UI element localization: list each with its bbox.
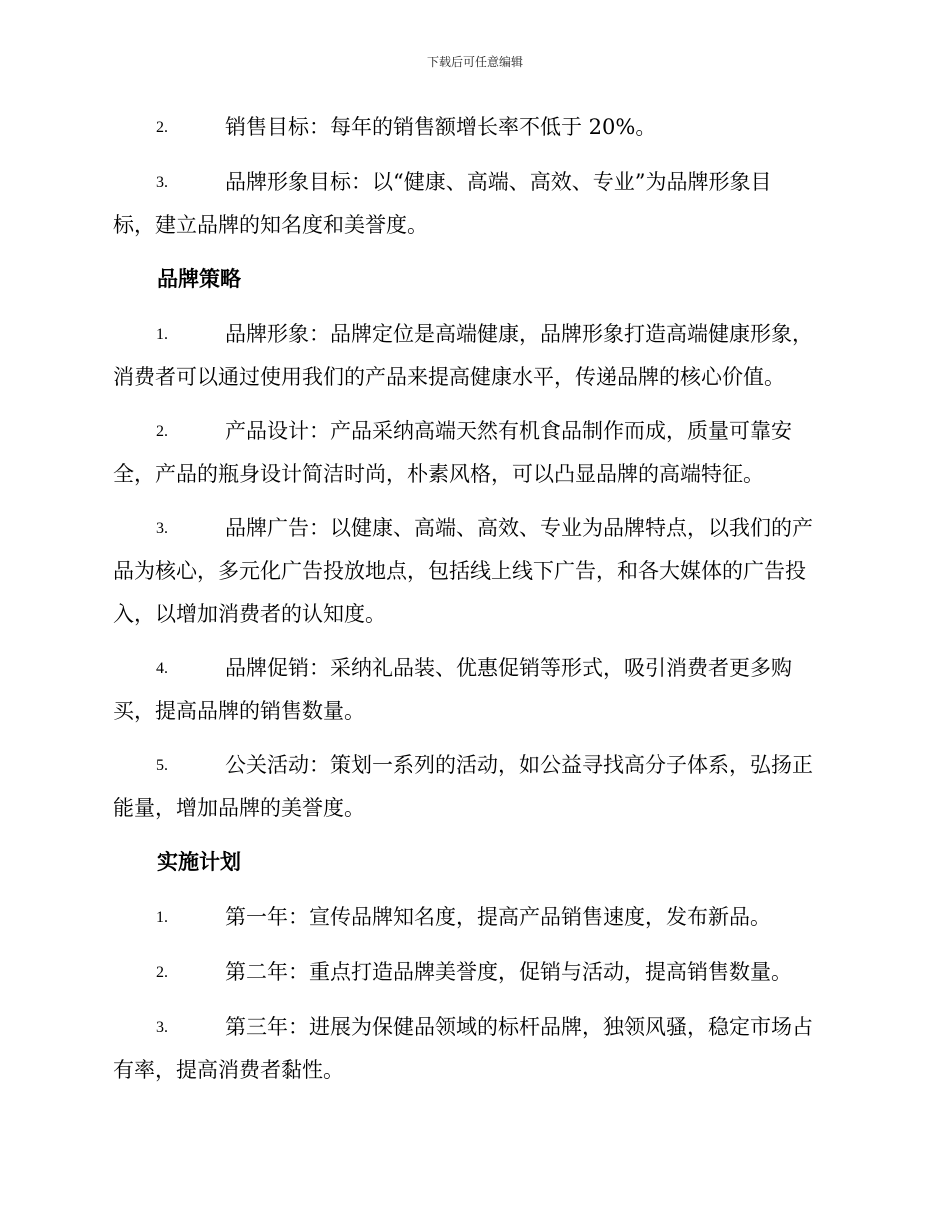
list-item-text-line: 有率，提高消费者黏性。 bbox=[113, 1058, 344, 1082]
list-item-text-line: 公关活动：策划一系列的活动，如公益寻找高分子体系，弘扬正 bbox=[225, 753, 813, 777]
list-item bbox=[113, 647, 838, 733]
list-item bbox=[113, 951, 838, 994]
list-item bbox=[113, 744, 838, 830]
list-item-text-line: 品牌广告：以健康、高端、高效、专业为品牌特点，以我们的产 bbox=[225, 516, 813, 540]
page-header: 下载后可任意编辑 bbox=[426, 55, 523, 69]
list-item-text-line: 能量，增加品牌的美誉度。 bbox=[113, 796, 365, 820]
list-item-text-line: 品牌促销：采纳礼品装、优惠促销等形式，吸引消费者更多购 bbox=[225, 656, 792, 680]
list-item-text-line: 标，建立品牌的知名度和美誉度。 bbox=[113, 213, 428, 237]
list-item bbox=[113, 410, 838, 496]
list-item-number: 5. bbox=[156, 757, 168, 774]
section-heading: 品牌策略 bbox=[157, 267, 241, 291]
list-item-text-line: 第一年：宣传品牌知名度，提高产品销售速度，发布新品。 bbox=[225, 905, 771, 929]
list-item-number: 3. bbox=[156, 520, 168, 537]
list-item-number: 2. bbox=[156, 119, 168, 136]
list-item bbox=[113, 1006, 838, 1092]
section-heading: 实施计划 bbox=[157, 850, 241, 874]
list-item-text-line: 销售目标：每年的销售额增长率不低于 20%。 bbox=[225, 115, 657, 139]
list-item bbox=[113, 507, 838, 636]
list-item-number: 2. bbox=[156, 423, 168, 440]
list-item-number: 3. bbox=[156, 1019, 168, 1036]
list-item-text-line: 品牌形象目标：以“健康、高端、高效、专业”为品牌形象目 bbox=[225, 170, 772, 194]
list-item-number: 2. bbox=[156, 964, 168, 981]
list-item bbox=[113, 896, 838, 939]
list-item-text-line: 第三年：进展为保健品领域的标杆品牌，独领风骚，稳定市场占 bbox=[225, 1015, 813, 1039]
list-item-text-line: 品牌形象：品牌定位是高端健康，品牌形象打造高端健康形象， bbox=[225, 322, 813, 346]
list-item-number: 1. bbox=[156, 326, 168, 343]
list-item-number: 4. bbox=[156, 660, 168, 677]
list-item bbox=[113, 106, 838, 149]
list-item bbox=[113, 161, 838, 247]
list-item-text-line: 产品设计：产品采纳高端天然有机食品制作而成，质量可靠安 bbox=[225, 419, 792, 443]
list-item-text-line: 买，提高品牌的销售数量。 bbox=[113, 699, 365, 723]
list-item-text-line: 全，产品的瓶身设计简洁时尚，朴素风格，可以凸显品牌的高端特征。 bbox=[113, 462, 764, 486]
list-item-text-line: 第二年：重点打造品牌美誉度，促销与活动，提高销售数量。 bbox=[225, 960, 792, 984]
list-item-text-line: 入，以增加消费者的认知度。 bbox=[113, 602, 386, 626]
list-item bbox=[113, 313, 838, 399]
list-item-number: 3. bbox=[156, 174, 168, 191]
list-item-number: 1. bbox=[156, 909, 168, 926]
list-item-text-line: 消费者可以通过使用我们的产品来提高健康水平，传递品牌的核心价值。 bbox=[113, 365, 785, 389]
list-item-text-line: 品为核心，多元化广告投放地点，包括线上线下广告，和各大媒体的广告投 bbox=[113, 559, 806, 583]
